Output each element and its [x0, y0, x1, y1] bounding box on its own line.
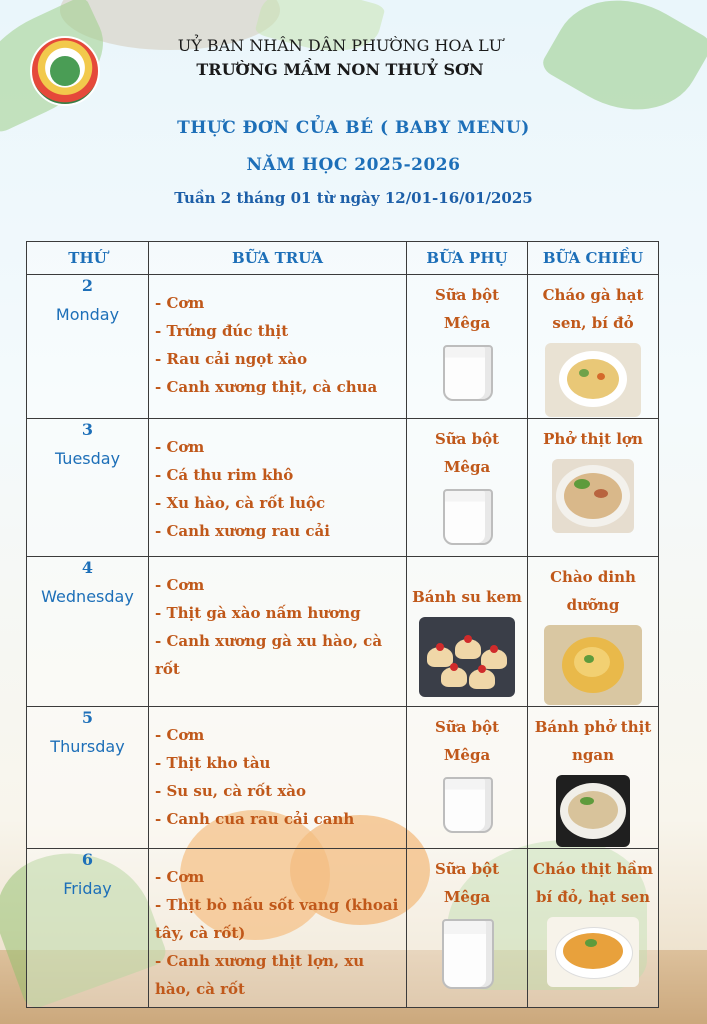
cream-puff-icon — [419, 617, 515, 697]
dinner-cell — [528, 419, 659, 557]
day-english: Monday — [55, 305, 120, 324]
dinner-name: Cháo gà hạt sen, bí đỏ — [542, 286, 644, 332]
lunch-item: - Thịt gà xào nấm hương — [155, 604, 361, 622]
lunch-item: - Rau cải ngọt xào — [155, 350, 308, 368]
noodle-bowl-icon — [556, 775, 630, 847]
milk-glass-icon — [443, 489, 491, 543]
table-row — [27, 707, 659, 849]
column-header-lunch: BỮA TRƯA — [149, 242, 407, 275]
table-row — [27, 275, 659, 419]
day-cell — [27, 275, 149, 419]
lunch-item: - Thịt bò nấu sốt vang (khoai tây, cà rốt) — [155, 896, 399, 942]
lunch-item: - Canh cua rau cải canh — [155, 810, 355, 828]
snack-cell — [407, 275, 528, 419]
snack-name: Sữa bột Mêga — [434, 430, 500, 476]
lunch-cell — [149, 557, 407, 707]
lunch-item: - Cơm — [155, 576, 205, 594]
menu-table — [26, 241, 659, 1008]
lunch-cell — [149, 275, 407, 419]
lunch-item: - Cơm — [155, 868, 205, 886]
pumpkin-porridge-icon — [547, 917, 639, 987]
milk-glass-icon — [442, 919, 492, 989]
day-cell — [27, 849, 149, 1008]
day-cell — [27, 557, 149, 707]
lunch-item: - Trứng đúc thịt — [155, 322, 289, 340]
lunch-item: - Xu hào, cà rốt luộc — [155, 494, 326, 512]
snack-cell — [407, 849, 528, 1008]
nutrition-porridge-icon — [544, 625, 642, 705]
school-year: NĂM HỌC 2025-2026 — [246, 155, 461, 175]
menu-title: THỰC ĐƠN CỦA BÉ ( BABY MENU) — [177, 118, 530, 138]
day-cell — [27, 419, 149, 557]
table-row — [27, 849, 659, 1008]
day-english: Wednesday — [41, 587, 134, 606]
day-english: Friday — [63, 879, 112, 898]
committee-header: UỶ BAN NHÂN DÂN PHƯỜNG HOA LƯ — [177, 36, 503, 55]
day-number: 4 — [81, 558, 94, 577]
dinner-cell — [528, 275, 659, 419]
dinner-name: Phở thịt lợn — [543, 430, 643, 448]
day-number: 6 — [81, 850, 94, 869]
table-header-row — [27, 242, 659, 275]
table-row — [27, 557, 659, 707]
milk-glass-icon — [443, 777, 491, 831]
lunch-item: - Su su, cà rốt xào — [155, 782, 307, 800]
lunch-item: - Cá thu rim khô — [155, 466, 294, 484]
porridge-bowl-icon — [545, 343, 641, 417]
lunch-item: - Cơm — [155, 726, 205, 744]
school-name: TRƯỜNG MẦM NON THUỶ SƠN — [196, 60, 484, 79]
day-number: 2 — [81, 276, 94, 295]
lunch-cell — [149, 849, 407, 1008]
milk-glass-icon — [443, 345, 491, 399]
column-header-day: THỨ — [27, 242, 149, 275]
snack-cell — [407, 557, 528, 707]
dinner-cell — [528, 707, 659, 849]
lunch-item: - Canh xương thịt, cà chua — [155, 378, 378, 396]
dinner-name: Bánh phở thịt ngan — [534, 718, 652, 764]
pho-bowl-icon — [552, 459, 634, 533]
lunch-item: - Thịt kho tàu — [155, 754, 271, 772]
day-english: Thursday — [50, 737, 125, 756]
table-row — [27, 419, 659, 557]
dinner-name: Cháo thịt hầm bí đỏ, hạt sen — [533, 860, 653, 906]
lunch-item: - Cơm — [155, 294, 205, 312]
dinner-cell — [528, 557, 659, 707]
lunch-cell — [149, 707, 407, 849]
snack-name: Bánh su kem — [412, 588, 522, 606]
day-number: 3 — [81, 420, 94, 439]
column-header-snack: BỮA PHỤ — [407, 242, 528, 275]
snack-name: Sữa bột Mêga — [434, 860, 500, 906]
snack-name: Sữa bột Mêga — [434, 286, 500, 332]
column-header-dinner: BỮA CHIỀU — [528, 242, 659, 275]
snack-cell — [407, 419, 528, 557]
day-english: Tuesday — [54, 449, 121, 468]
day-number: 5 — [81, 708, 94, 727]
lunch-item: - Cơm — [155, 438, 205, 456]
snack-cell — [407, 707, 528, 849]
day-cell — [27, 707, 149, 849]
dinner-name: Chào dinh dưỡng — [550, 568, 636, 614]
lunch-cell — [149, 419, 407, 557]
snack-name: Sữa bột Mêga — [434, 718, 500, 764]
week-range: Tuần 2 tháng 01 từ ngày 12/01-16/01/2025 — [174, 189, 533, 207]
lunch-item: - Canh xương gà xu hào, cà rốt — [155, 632, 383, 678]
dinner-cell — [528, 849, 659, 1008]
lunch-item: - Canh xương rau cải — [155, 522, 330, 540]
lunch-item: - Canh xương thịt lợn, xu hào, cà rốt — [155, 952, 365, 998]
